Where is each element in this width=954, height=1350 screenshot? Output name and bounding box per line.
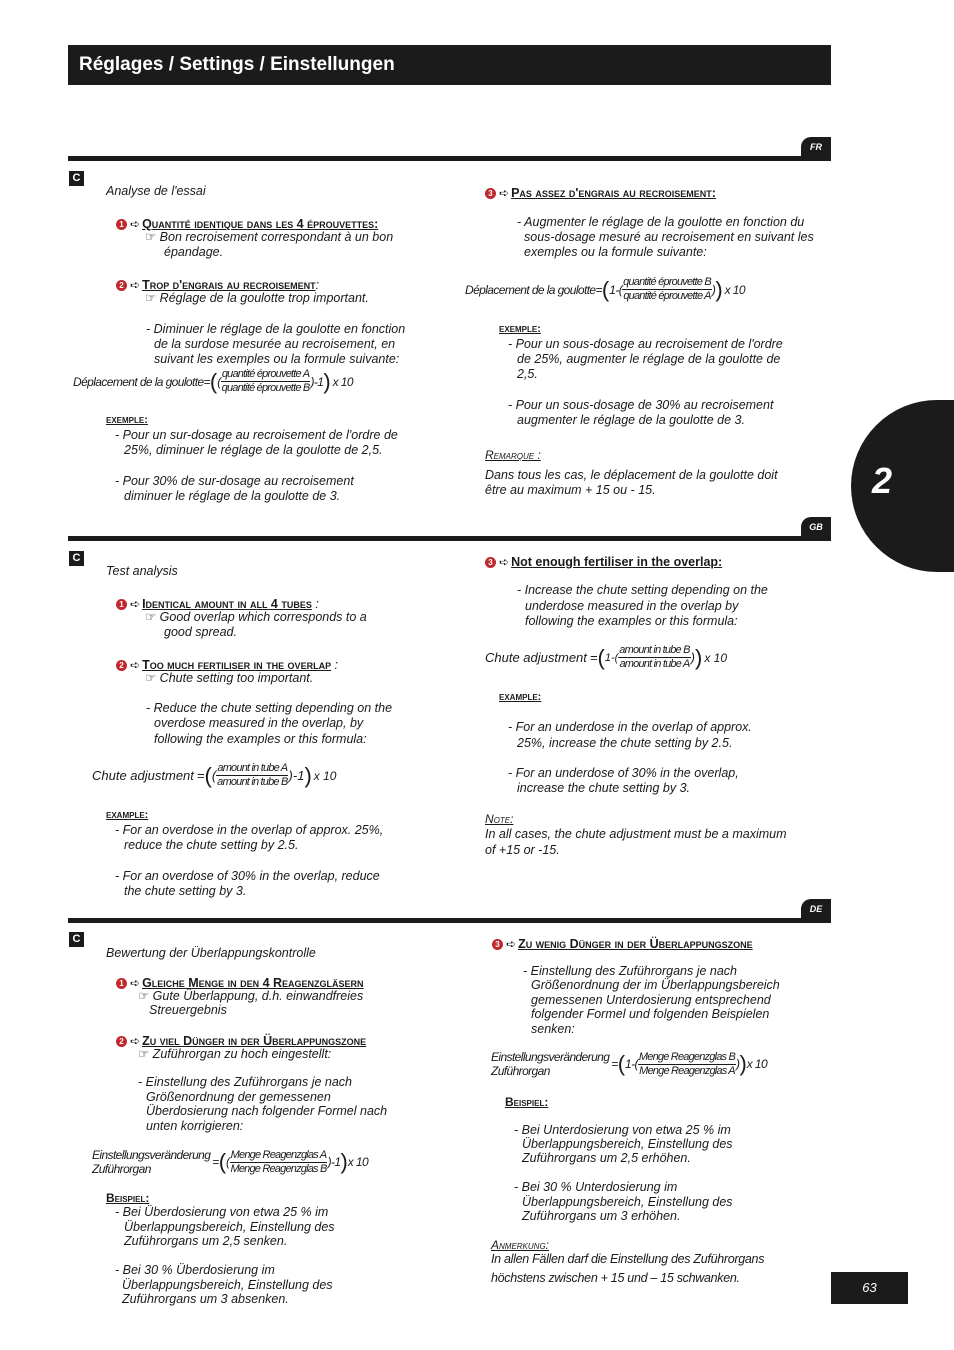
formula-overdose: Déplacement de la goulotte = ( ( $\frac{\text{quantité éprouvette A}}{\text{quantité éprouvette B}}$ )-1 ) x 10 bbox=[73, 368, 353, 394]
example-line: - Pour 30% de sur-dosage au recroisement bbox=[115, 474, 354, 488]
section-divider-de bbox=[68, 918, 831, 923]
page-header: Réglages / Settings / Einstellungen bbox=[68, 45, 831, 85]
example-line: - Bei Überdosierung von etwa 25 % im bbox=[115, 1205, 329, 1219]
example-line: diminuer le réglage de la goulotte de 3. bbox=[124, 489, 341, 503]
number-badge: 2 bbox=[116, 280, 127, 291]
item-text: ☞ Gute Überlappung, d.h. einwandfreies bbox=[138, 989, 364, 1003]
item-heading-3: 3 ➪ Pas assez d'engrais au recroisement: bbox=[485, 184, 716, 202]
note-line: In allen Fällen darf die Einstellung des Zuführorgans bbox=[491, 1252, 765, 1266]
paragraph-line: senken: bbox=[531, 1022, 575, 1036]
example-line: - Pour un sous-dosage de 30% au recroisement bbox=[508, 398, 774, 412]
example-heading: example: bbox=[106, 809, 149, 821]
example-line: Überlappungsbereich, Einstellung des bbox=[124, 1220, 335, 1234]
note-line: of +15 or -15. bbox=[485, 843, 560, 857]
item-text: ☞ Bon recroisement correspondant à un bon bbox=[145, 230, 394, 244]
arrow-icon: ➪ bbox=[130, 597, 141, 611]
example-heading: example: bbox=[499, 691, 542, 703]
paragraph-line: following the examples or this formula: bbox=[525, 614, 738, 628]
example-line: - Bei 30 % Unterdosierung im bbox=[514, 1180, 678, 1194]
section-divider-fr bbox=[68, 156, 831, 161]
arrow-icon: ➪ bbox=[130, 217, 141, 231]
example-line: 2,5. bbox=[517, 367, 538, 381]
item-heading-2: 2 ➪ Too much fertiliser in the overlap : bbox=[116, 656, 338, 674]
chapter-number: 2 bbox=[872, 460, 893, 501]
example-line: Zuführorgans um 3 erhöhen. bbox=[522, 1209, 681, 1223]
section-c-marker: C bbox=[69, 551, 84, 566]
example-heading: Beispiel: bbox=[505, 1095, 549, 1109]
paragraph-line: overdose measured in the overlap, by bbox=[154, 716, 364, 730]
example-line: de 25%, augmenter le réglage de la goulotte de bbox=[517, 352, 781, 366]
example-heading: exemple: bbox=[499, 323, 541, 335]
page-number: 63 bbox=[831, 1272, 908, 1304]
example-heading: Beispiel: bbox=[106, 1191, 150, 1205]
example-line: - Bei Unterdosierung von etwa 25 % im bbox=[514, 1123, 731, 1137]
arrow-icon: ➪ bbox=[499, 186, 510, 200]
item-heading-1: 1 ➪ Identical amount in all 4 tubes : bbox=[116, 595, 319, 613]
number-badge: 1 bbox=[116, 599, 127, 610]
formula-underdose: Déplacement de la goulotte = ( 1-( $\frac{\text{quantité éprouvette B}}{\text{quantité éprouvette A}}$ ) ) x 10 bbox=[465, 276, 745, 302]
example-heading: exemple: bbox=[106, 414, 148, 426]
fraction: $\frac{\text{Menge Reagenzglas B}}{\text{Menge Reagenzglas A}}$ bbox=[638, 1050, 736, 1077]
section-intro: Analyse de l'essai bbox=[106, 184, 206, 198]
number-badge: 3 bbox=[485, 557, 496, 568]
fraction: $\frac{\text{amount in tube B}}{\text{amount in tube A}}$ bbox=[619, 644, 690, 670]
lang-tab-de: DE bbox=[801, 899, 831, 919]
section-c-marker: C bbox=[69, 171, 84, 186]
paragraph-line: Größenordnung der gemessenen bbox=[146, 1090, 331, 1104]
number-badge: 2 bbox=[116, 1036, 127, 1047]
note-heading: Remarque : bbox=[485, 448, 541, 462]
section-intro: Bewertung der Überlappungskontrolle bbox=[106, 946, 316, 960]
item-text: good spread. bbox=[164, 625, 237, 639]
section-intro: Test analysis bbox=[106, 564, 178, 578]
example-line: Überlappungsbereich, Einstellung des bbox=[122, 1278, 333, 1292]
formula-overdose: Einstellungsveränderung Zuführorgan = ( ( $\frac{\text{Menge Reagenzglas A}}{\text{Menge Reagenzglas B}}$ )-1 ) x 10 bbox=[92, 1148, 369, 1176]
item-heading-1: 1 ➪ Quantité identique dans les 4 éprouvettes: bbox=[116, 215, 378, 233]
arrow-icon: ➪ bbox=[130, 278, 141, 292]
paragraph-line: folgender Formel und folgenden Beispielen bbox=[531, 1007, 770, 1021]
fraction: $\frac{\text{quantité éprouvette A}}{\text{quantité éprouvette B}}$ bbox=[221, 368, 310, 394]
example-line: the chute setting by 3. bbox=[124, 884, 247, 898]
paragraph-line: exemples ou la formule suivante: bbox=[524, 245, 707, 259]
arrow-icon: ➪ bbox=[130, 976, 141, 990]
fraction: $\frac{\text{Menge Reagenzglas A}}{\text{Menge Reagenzglas B}}$ bbox=[230, 1148, 327, 1175]
example-line: Zuführorgans um 2,5 erhöhen. bbox=[522, 1151, 691, 1165]
lang-tab-gb: GB bbox=[801, 517, 831, 537]
paragraph-line: - Einstellung des Zuführorgans je nach bbox=[523, 964, 738, 978]
example-line: Zuführorgans um 2,5 senken. bbox=[124, 1234, 288, 1248]
note-heading: Note: bbox=[485, 812, 514, 826]
arrow-icon: ➪ bbox=[506, 937, 517, 951]
example-line: - Pour un sous-dosage au recroisement de l'ordre bbox=[508, 337, 783, 351]
example-line: Überlappungsbereich, Einstellung des bbox=[522, 1137, 733, 1151]
example-line: - For an overdose of 30% in the overlap, reduce bbox=[115, 869, 380, 883]
formula-overdose: Chute adjustment = ( ( $\frac{\text{amount in tube A}}{\text{amount in tube B}}$ )-1 ) x 10 bbox=[92, 762, 337, 788]
formula-underdose: Chute adjustment = ( 1-( $\frac{\text{amount in tube B}}{\text{amount in tube A}}$ ) ) x 10 bbox=[485, 644, 728, 670]
example-line: - Bei 30 % Überdosierung im bbox=[115, 1263, 275, 1277]
paragraph-line: - Augmenter le réglage de la goulotte en fonction du bbox=[517, 215, 805, 229]
example-line: Überlappungsbereich, Einstellung des bbox=[522, 1195, 733, 1209]
section-c-marker: C bbox=[69, 932, 84, 947]
item-text: Streuergebnis bbox=[149, 1003, 227, 1017]
example-line: - Pour un sur-dosage au recroisement de l'ordre de bbox=[115, 428, 398, 442]
section-divider-gb bbox=[68, 536, 831, 541]
example-line: reduce the chute setting by 2.5. bbox=[124, 838, 299, 852]
item-text: ☞ Zuführorgan zu hoch eingestellt: bbox=[138, 1047, 332, 1061]
arrow-icon: ➪ bbox=[130, 658, 141, 672]
paragraph-line: - Increase the chute setting depending on the bbox=[517, 583, 768, 597]
formula-underdose: Einstellungsveränderung Zuführorgan = ( 1-( $\frac{\text{Menge Reagenzglas B}}{\text{Menge Reagenzglas A}}$ ) ) x 10 bbox=[491, 1050, 768, 1078]
example-line: - For an underdose in the overlap of approx. bbox=[508, 720, 752, 734]
item-text: épandage. bbox=[164, 245, 224, 259]
paragraph-line: - Reduce the chute setting depending on the bbox=[146, 701, 393, 715]
fraction: $\frac{\text{amount in tube A}}{\text{amount in tube B}}$ bbox=[217, 762, 288, 788]
item-heading-3: 3 ➪ Not enough fertiliser in the overlap: bbox=[485, 553, 722, 571]
note-line: être au maximum + 15 ou - 15. bbox=[485, 483, 656, 497]
paragraph-line: Überdosierung nach folgender Formel nach bbox=[146, 1104, 388, 1118]
fraction: $\frac{\text{quantité éprouvette B}}{\text{quantité éprouvette A}}$ bbox=[623, 276, 711, 302]
example-line: 25%, increase the chute setting by 2.5. bbox=[517, 736, 733, 750]
item-heading-2: 2 ➪ Zu viel Dünger in der Überlappungszone bbox=[116, 1032, 366, 1050]
paragraph-line: suivant les exemples ou la formule suivante: bbox=[154, 352, 400, 366]
paragraph-line: following the examples or this formula: bbox=[154, 732, 367, 746]
paragraph-line: de la surdose mesurée au recroisement, en bbox=[154, 337, 396, 351]
example-line: - For an underdose of 30% in the overlap, bbox=[508, 766, 739, 780]
chapter-tab bbox=[851, 400, 954, 572]
paragraph-line: unten korrigieren: bbox=[146, 1119, 244, 1133]
number-badge: 1 bbox=[116, 219, 127, 230]
item-heading-2: 2 ➪ Trop d'engrais au recroisement: bbox=[116, 276, 319, 294]
item-heading-1: 1 ➪ Gleiche Menge in den 4 Reagenzgläsern bbox=[116, 974, 364, 992]
example-line: 25%, diminuer le réglage de la goulotte de 2,5. bbox=[124, 443, 383, 457]
number-badge: 3 bbox=[485, 188, 496, 199]
item-heading-3: 3 ➪ Zu wenig Dünger in der Überlappungszone bbox=[492, 935, 753, 953]
note-heading: Anmerkung: bbox=[491, 1238, 550, 1252]
example-line: augmenter le réglage de la goulotte de 3. bbox=[517, 413, 745, 427]
paragraph-line: - Einstellung des Zuführorgans je nach bbox=[138, 1075, 353, 1089]
paragraph-line: gemessenen Unterdosierung entsprechend bbox=[531, 993, 771, 1007]
number-badge: 2 bbox=[116, 660, 127, 671]
number-badge: 3 bbox=[492, 939, 503, 950]
note-line: In all cases, the chute adjustment must be a maximum bbox=[485, 827, 787, 841]
paragraph-line: sous-dosage mesuré au recroisement en suivant les bbox=[524, 230, 814, 244]
note-line: höchstens zwischen + 15 und – 15 schwanken. bbox=[491, 1271, 740, 1285]
example-line: - For an overdose in the overlap of approx. 25%, bbox=[115, 823, 384, 837]
example-line: Zuführorgans um 3 absenken. bbox=[122, 1292, 289, 1306]
arrow-icon: ➪ bbox=[130, 1034, 141, 1048]
lang-tab-fr: FR bbox=[801, 137, 831, 157]
note-line: Dans tous les cas, le déplacement de la goulotte doit bbox=[485, 468, 778, 482]
paragraph-line: underdose measured in the overlap by bbox=[525, 599, 739, 613]
example-line: increase the chute setting by 3. bbox=[517, 781, 691, 795]
number-badge: 1 bbox=[116, 978, 127, 989]
item-text: ☞ Réglage de la goulotte trop important. bbox=[145, 291, 369, 305]
paragraph-line: - Diminuer le réglage de la goulotte en fonction bbox=[146, 322, 406, 336]
paragraph-line: Größenordnung der im Überlappungsbereich bbox=[531, 978, 780, 992]
item-text: ☞ Good overlap which corresponds to a bbox=[145, 610, 367, 624]
arrow-icon: ➪ bbox=[499, 555, 510, 569]
item-text: ☞ Chute setting too important. bbox=[145, 671, 314, 685]
